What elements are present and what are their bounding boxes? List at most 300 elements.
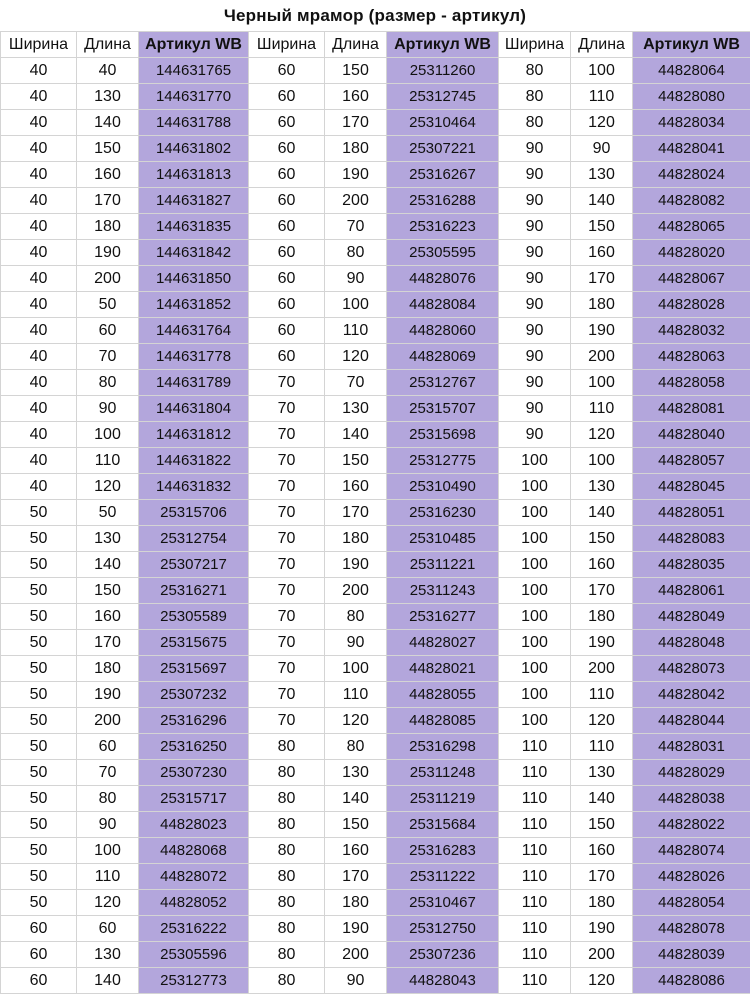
length-cell: 140 [571, 786, 633, 812]
length-cell: 80 [325, 604, 387, 630]
width-cell: 70 [249, 682, 325, 708]
article-cell: 44828060 [387, 318, 499, 344]
article-cell: 144631827 [139, 188, 249, 214]
width-cell: 100 [499, 578, 571, 604]
width-cell: 70 [249, 500, 325, 526]
width-cell: 100 [499, 656, 571, 682]
length-cell: 60 [77, 734, 139, 760]
length-cell: 180 [571, 890, 633, 916]
length-cell: 120 [325, 344, 387, 370]
article-cell: 25311219 [387, 786, 499, 812]
width-header: Ширина [249, 32, 325, 58]
article-cell: 144631802 [139, 136, 249, 162]
length-cell: 110 [77, 864, 139, 890]
length-cell: 200 [77, 266, 139, 292]
article-cell: 144631764 [139, 318, 249, 344]
length-cell: 130 [571, 760, 633, 786]
width-cell: 60 [1, 916, 77, 942]
length-cell: 120 [571, 968, 633, 994]
width-cell: 40 [1, 136, 77, 162]
table-row [1, 136, 750, 162]
width-cell: 60 [1, 942, 77, 968]
article-cell: 25311222 [387, 864, 499, 890]
width-cell: 40 [1, 292, 77, 318]
article-cell: 44828044 [633, 708, 750, 734]
length-cell: 180 [325, 136, 387, 162]
width-cell: 100 [499, 708, 571, 734]
width-cell: 60 [249, 344, 325, 370]
length-cell: 200 [325, 942, 387, 968]
article-cell: 44828045 [633, 474, 750, 500]
length-cell: 150 [325, 58, 387, 84]
width-cell: 110 [499, 838, 571, 864]
article-cell: 44828022 [633, 812, 750, 838]
length-cell: 190 [571, 318, 633, 344]
width-cell: 110 [499, 968, 571, 994]
width-cell: 40 [1, 240, 77, 266]
article-cell: 144631789 [139, 370, 249, 396]
width-cell: 60 [1, 968, 77, 994]
article-cell: 44828074 [633, 838, 750, 864]
length-cell: 180 [571, 292, 633, 318]
length-cell: 140 [77, 968, 139, 994]
width-cell: 40 [1, 318, 77, 344]
length-cell: 70 [325, 370, 387, 396]
length-cell: 70 [77, 760, 139, 786]
length-cell: 80 [77, 370, 139, 396]
article-cell: 144631842 [139, 240, 249, 266]
width-cell: 40 [1, 370, 77, 396]
width-cell: 90 [499, 292, 571, 318]
table-row [1, 474, 750, 500]
article-cell: 144631850 [139, 266, 249, 292]
width-cell: 110 [499, 864, 571, 890]
article-cell: 25310490 [387, 474, 499, 500]
table-row [1, 864, 750, 890]
length-cell: 110 [571, 396, 633, 422]
width-cell: 40 [1, 266, 77, 292]
width-cell: 80 [499, 84, 571, 110]
width-cell: 70 [249, 656, 325, 682]
length-cell: 110 [77, 448, 139, 474]
width-cell: 100 [499, 604, 571, 630]
length-cell: 200 [325, 578, 387, 604]
width-cell: 110 [499, 942, 571, 968]
article-cell: 144631788 [139, 110, 249, 136]
length-cell: 120 [325, 708, 387, 734]
article-cell: 44828023 [139, 812, 249, 838]
width-cell: 80 [249, 786, 325, 812]
article-cell: 25315717 [139, 786, 249, 812]
length-cell: 50 [77, 500, 139, 526]
width-cell: 60 [249, 266, 325, 292]
article-cell: 25315684 [387, 812, 499, 838]
article-cell: 44828082 [633, 188, 750, 214]
width-cell: 40 [1, 396, 77, 422]
length-cell: 190 [325, 162, 387, 188]
length-cell: 100 [571, 370, 633, 396]
width-cell: 80 [249, 942, 325, 968]
width-cell: 80 [249, 916, 325, 942]
article-cell: 44828078 [633, 916, 750, 942]
length-cell: 150 [571, 214, 633, 240]
width-cell: 40 [1, 344, 77, 370]
article-cell: 25315698 [387, 422, 499, 448]
width-header: Ширина [499, 32, 571, 58]
width-cell: 60 [249, 318, 325, 344]
width-cell: 50 [1, 656, 77, 682]
width-cell: 60 [249, 58, 325, 84]
article-cell: 44828020 [633, 240, 750, 266]
article-cell: 25310464 [387, 110, 499, 136]
width-cell: 50 [1, 604, 77, 630]
length-cell: 150 [325, 812, 387, 838]
width-cell: 40 [1, 162, 77, 188]
width-cell: 110 [499, 812, 571, 838]
article-cell: 44828073 [633, 656, 750, 682]
width-cell: 70 [249, 370, 325, 396]
length-cell: 200 [571, 942, 633, 968]
table-row [1, 526, 750, 552]
article-cell: 25316223 [387, 214, 499, 240]
length-cell: 90 [325, 968, 387, 994]
length-cell: 150 [571, 526, 633, 552]
length-cell: 190 [77, 682, 139, 708]
table-row [1, 240, 750, 266]
width-header: Ширина [1, 32, 77, 58]
article-cell: 25316277 [387, 604, 499, 630]
length-header: Длина [325, 32, 387, 58]
length-cell: 120 [571, 708, 633, 734]
width-cell: 70 [249, 708, 325, 734]
length-cell: 160 [571, 552, 633, 578]
length-cell: 180 [325, 526, 387, 552]
width-cell: 50 [1, 500, 77, 526]
article-cell: 44828043 [387, 968, 499, 994]
table-row [1, 838, 750, 864]
article-cell: 44828041 [633, 136, 750, 162]
article-cell: 44828064 [633, 58, 750, 84]
article-cell: 25315675 [139, 630, 249, 656]
table-row [1, 110, 750, 136]
width-cell: 80 [249, 864, 325, 890]
length-cell: 130 [325, 396, 387, 422]
width-cell: 40 [1, 422, 77, 448]
article-cell: 144631765 [139, 58, 249, 84]
table-row [1, 370, 750, 396]
article-cell: 25316250 [139, 734, 249, 760]
length-cell: 100 [325, 292, 387, 318]
article-cell: 25312750 [387, 916, 499, 942]
width-cell: 60 [249, 292, 325, 318]
length-cell: 180 [77, 214, 139, 240]
width-cell: 50 [1, 682, 77, 708]
length-cell: 90 [571, 136, 633, 162]
length-cell: 160 [571, 240, 633, 266]
length-cell: 140 [325, 422, 387, 448]
width-cell: 110 [499, 734, 571, 760]
length-cell: 110 [571, 682, 633, 708]
article-cell: 44828057 [633, 448, 750, 474]
article-cell: 25315706 [139, 500, 249, 526]
article-cell: 44828058 [633, 370, 750, 396]
table-row [1, 318, 750, 344]
article-cell: 44828038 [633, 786, 750, 812]
length-cell: 90 [325, 266, 387, 292]
article-cell: 144631778 [139, 344, 249, 370]
length-cell: 80 [77, 786, 139, 812]
length-cell: 160 [77, 604, 139, 630]
width-cell: 110 [499, 890, 571, 916]
length-cell: 190 [325, 552, 387, 578]
length-cell: 170 [325, 500, 387, 526]
width-cell: 110 [499, 916, 571, 942]
length-header: Длина [571, 32, 633, 58]
length-cell: 120 [77, 474, 139, 500]
width-cell: 60 [249, 162, 325, 188]
width-cell: 90 [499, 240, 571, 266]
table-row [1, 708, 750, 734]
length-cell: 100 [77, 422, 139, 448]
width-cell: 100 [499, 500, 571, 526]
length-cell: 70 [325, 214, 387, 240]
length-cell: 170 [77, 188, 139, 214]
width-cell: 110 [499, 786, 571, 812]
article-cell: 144631835 [139, 214, 249, 240]
table-row [1, 58, 750, 84]
length-cell: 170 [325, 864, 387, 890]
width-cell: 100 [499, 552, 571, 578]
length-cell: 100 [571, 58, 633, 84]
length-cell: 90 [77, 812, 139, 838]
length-cell: 130 [77, 526, 139, 552]
length-cell: 110 [571, 84, 633, 110]
length-cell: 150 [325, 448, 387, 474]
article-cell: 44828081 [633, 396, 750, 422]
width-cell: 70 [249, 422, 325, 448]
width-cell: 90 [499, 344, 571, 370]
table-row [1, 578, 750, 604]
width-cell: 80 [249, 890, 325, 916]
length-cell: 110 [325, 318, 387, 344]
article-cell: 44828035 [633, 552, 750, 578]
article-cell: 44828032 [633, 318, 750, 344]
width-cell: 70 [249, 396, 325, 422]
article-cell: 25312745 [387, 84, 499, 110]
length-cell: 130 [571, 162, 633, 188]
length-cell: 110 [571, 734, 633, 760]
table-row [1, 786, 750, 812]
width-cell: 40 [1, 214, 77, 240]
table-row [1, 188, 750, 214]
article-cell: 25305589 [139, 604, 249, 630]
article-cell: 144631822 [139, 448, 249, 474]
length-cell: 60 [77, 318, 139, 344]
length-cell: 160 [325, 838, 387, 864]
length-cell: 140 [571, 500, 633, 526]
width-cell: 40 [1, 58, 77, 84]
length-cell: 80 [325, 734, 387, 760]
length-cell: 160 [325, 474, 387, 500]
article-cell: 25312773 [139, 968, 249, 994]
length-cell: 120 [571, 110, 633, 136]
article-cell: 25315707 [387, 396, 499, 422]
width-cell: 40 [1, 188, 77, 214]
article-cell: 25312754 [139, 526, 249, 552]
article-cell: 25307217 [139, 552, 249, 578]
article-cell: 144631813 [139, 162, 249, 188]
width-cell: 50 [1, 708, 77, 734]
length-cell: 190 [571, 916, 633, 942]
article-cell: 44828072 [139, 864, 249, 890]
article-cell: 44828042 [633, 682, 750, 708]
width-cell: 90 [499, 214, 571, 240]
length-cell: 140 [77, 552, 139, 578]
table-row [1, 630, 750, 656]
article-cell: 25305596 [139, 942, 249, 968]
article-cell: 25312775 [387, 448, 499, 474]
length-cell: 140 [77, 110, 139, 136]
header-row [1, 32, 750, 58]
width-cell: 40 [1, 448, 77, 474]
article-cell: 25307221 [387, 136, 499, 162]
length-cell: 160 [325, 84, 387, 110]
article-cell: 44828028 [633, 292, 750, 318]
table-row [1, 214, 750, 240]
article-cell: 144631832 [139, 474, 249, 500]
length-cell: 40 [77, 58, 139, 84]
article-header: Артикул WB [387, 32, 499, 58]
article-cell: 25312767 [387, 370, 499, 396]
length-cell: 170 [77, 630, 139, 656]
table-row [1, 656, 750, 682]
width-cell: 50 [1, 734, 77, 760]
width-cell: 70 [249, 448, 325, 474]
length-cell: 130 [77, 942, 139, 968]
length-cell: 80 [325, 240, 387, 266]
table-row [1, 552, 750, 578]
length-header: Длина [77, 32, 139, 58]
length-cell: 70 [77, 344, 139, 370]
article-cell: 44828067 [633, 266, 750, 292]
width-cell: 80 [499, 58, 571, 84]
article-cell: 44828021 [387, 656, 499, 682]
width-cell: 80 [249, 734, 325, 760]
table-row [1, 916, 750, 942]
width-cell: 90 [499, 136, 571, 162]
width-cell: 90 [499, 370, 571, 396]
length-cell: 200 [325, 188, 387, 214]
article-cell: 44828029 [633, 760, 750, 786]
length-cell: 190 [77, 240, 139, 266]
article-cell: 25315697 [139, 656, 249, 682]
article-cell: 25316298 [387, 734, 499, 760]
article-cell: 44828031 [633, 734, 750, 760]
article-cell: 44828076 [387, 266, 499, 292]
length-cell: 170 [325, 110, 387, 136]
width-cell: 90 [499, 318, 571, 344]
length-cell: 150 [77, 578, 139, 604]
width-cell: 50 [1, 630, 77, 656]
article-cell: 44828063 [633, 344, 750, 370]
length-cell: 120 [571, 422, 633, 448]
article-header: Артикул WB [633, 32, 750, 58]
width-cell: 80 [249, 838, 325, 864]
length-cell: 100 [325, 656, 387, 682]
article-cell: 25316283 [387, 838, 499, 864]
article-cell: 25311260 [387, 58, 499, 84]
width-cell: 40 [1, 474, 77, 500]
length-cell: 190 [571, 630, 633, 656]
article-cell: 44828051 [633, 500, 750, 526]
width-cell: 80 [249, 968, 325, 994]
length-cell: 160 [77, 162, 139, 188]
table-row [1, 604, 750, 630]
article-cell: 44828086 [633, 968, 750, 994]
article-cell: 25307236 [387, 942, 499, 968]
article-cell: 44828052 [139, 890, 249, 916]
width-cell: 60 [249, 84, 325, 110]
length-cell: 170 [571, 864, 633, 890]
length-cell: 60 [77, 916, 139, 942]
table-row [1, 890, 750, 916]
width-cell: 100 [499, 448, 571, 474]
length-cell: 180 [325, 890, 387, 916]
length-cell: 140 [571, 188, 633, 214]
width-cell: 70 [249, 604, 325, 630]
article-cell: 25316222 [139, 916, 249, 942]
length-cell: 90 [77, 396, 139, 422]
article-cell: 44828034 [633, 110, 750, 136]
width-cell: 50 [1, 526, 77, 552]
width-cell: 100 [499, 682, 571, 708]
article-cell: 44828055 [387, 682, 499, 708]
article-cell: 44828039 [633, 942, 750, 968]
width-cell: 90 [499, 422, 571, 448]
length-cell: 170 [571, 578, 633, 604]
table-row [1, 682, 750, 708]
article-cell: 25316230 [387, 500, 499, 526]
table-row [1, 500, 750, 526]
length-cell: 160 [571, 838, 633, 864]
table-row [1, 734, 750, 760]
article-cell: 25311221 [387, 552, 499, 578]
length-cell: 200 [571, 344, 633, 370]
article-cell: 25316288 [387, 188, 499, 214]
length-cell: 110 [325, 682, 387, 708]
article-cell: 25311248 [387, 760, 499, 786]
article-cell: 44828080 [633, 84, 750, 110]
width-cell: 100 [499, 474, 571, 500]
width-cell: 60 [249, 188, 325, 214]
width-cell: 90 [499, 162, 571, 188]
table-body [1, 58, 750, 994]
width-cell: 80 [249, 812, 325, 838]
table-row [1, 162, 750, 188]
width-cell: 50 [1, 786, 77, 812]
article-cell: 144631770 [139, 84, 249, 110]
article-cell: 25316296 [139, 708, 249, 734]
width-cell: 50 [1, 838, 77, 864]
article-header: Артикул WB [139, 32, 249, 58]
width-cell: 40 [1, 110, 77, 136]
width-cell: 80 [249, 760, 325, 786]
length-cell: 190 [325, 916, 387, 942]
width-cell: 50 [1, 552, 77, 578]
article-cell: 44828083 [633, 526, 750, 552]
width-cell: 60 [249, 214, 325, 240]
length-cell: 90 [325, 630, 387, 656]
